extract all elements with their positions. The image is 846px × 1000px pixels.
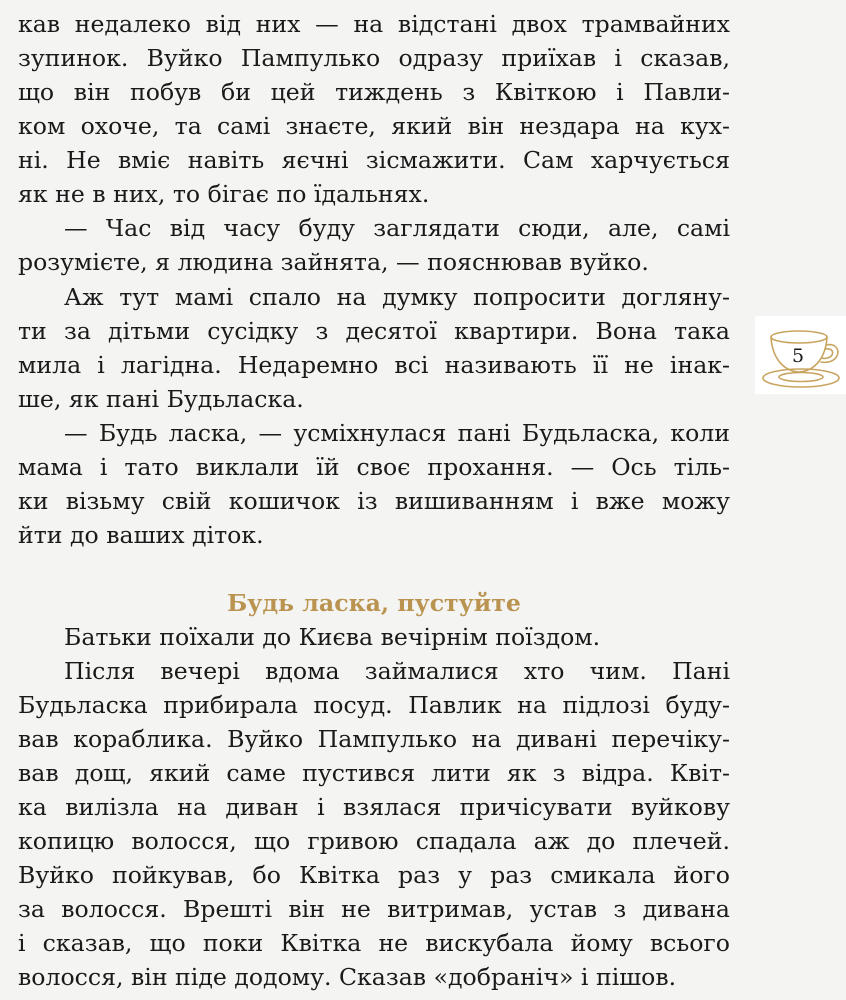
text-line: вав дощ, який саме пустився лити як з відра. Квіт- xyxy=(18,759,730,787)
text-line: розумієте, я людина зайнята, — пояснював вуйко. xyxy=(18,248,649,276)
text-line: йти до ваших діток. xyxy=(18,521,264,549)
text-line: мама і тато виклали їй своє прохання. — Ось тіль- xyxy=(18,453,730,481)
text-line: Аж тут мамі спало на думку попросити догляну- xyxy=(64,283,730,311)
text-line: ки візьму свій кошичок із вишиванням і вже можу xyxy=(18,487,730,515)
text-line: Після вечері вдома займалися хто чим. Пані xyxy=(64,657,730,685)
page-number: 5 xyxy=(791,345,805,367)
text-line: мила і лагідна. Недаремно всі називають її не інак- xyxy=(18,351,730,379)
text-line: Вуйко пойкував, бо Квітка раз у раз смикала його xyxy=(18,861,730,889)
text-line: вав кораблика. Вуйко Пампулько на дивані перечіку- xyxy=(18,725,730,753)
text-line: за волосся. Врешті він не витримав, устав з дивана xyxy=(18,895,730,923)
text-line: зупинок. Вуйко Пампулько одразу приїхав і сказав, xyxy=(18,44,730,72)
text-line: як не в них, то бігає по їдальнях. xyxy=(18,180,430,208)
text-line: Батьки поїхали до Києва вечірнім поїздом. xyxy=(64,623,601,651)
text-line: ка вилізла на диван і взялася причісувати вуйкову xyxy=(18,793,730,821)
text-line: — Будь ласка, — усміхнулася пані Будьласка, коли xyxy=(64,419,730,447)
text-line: — Час від часу буду заглядати сюди, але, самі xyxy=(64,214,730,242)
text-line: ше, як пані Будьласка. xyxy=(18,385,304,413)
text-line: ком охоче, та самі знаєте, який він нездара на кух- xyxy=(18,112,730,140)
text-line: ти за дітьми сусідку з десятої квартири. Вона така xyxy=(18,317,730,345)
text-line: кав недалеко від них — на відстані двох трамвайних xyxy=(18,10,730,38)
text-line: ні. Не вміє навіть яєчні зісмажити. Сам харчується xyxy=(18,146,730,174)
section-heading: Будь ласка, пустуйте xyxy=(227,589,521,617)
text-line: що він побув би цей тиждень з Квіткою і Павли- xyxy=(18,78,730,106)
text-line: Будьласка прибирала посуд. Павлик на підлозі буду- xyxy=(18,691,730,719)
text-line: копицю волосся, що гривою спадала аж до плечей. xyxy=(18,827,730,855)
text-line: волосся, він піде додому. Сказав «добраніч» і пішов. xyxy=(18,963,677,991)
text-line: і сказав, що поки Квітка не вискубала йому всього xyxy=(18,929,730,957)
